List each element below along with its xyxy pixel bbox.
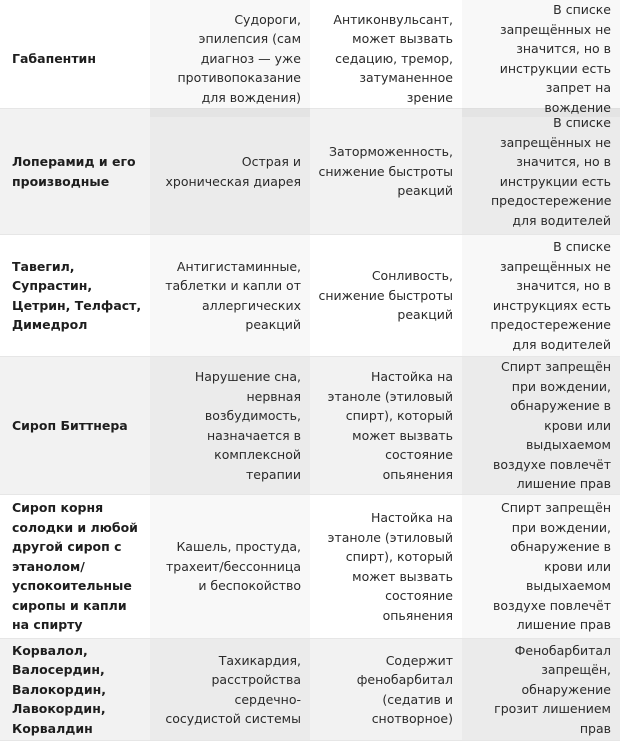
effect-cell: Содержит фенобарбитал (седатив и снотворное) [356,652,453,726]
drug-name: Тавегил, Супрастин, Цетрин, Телфаст, Димедрол [12,258,142,332]
effect-cell: Антиконвульсант, может вызвать седацию, тремор, затуманенное зрение [333,11,453,105]
status-cell: В списке запрещённых не значится, но в инструкции есть предостережение для водителей [462,109,620,234]
drug-name: Сироп корня солодки и любой другой сироп с этанолом/ успокоительные сиропы и капли на спирту [12,500,138,633]
indication-cell: Нарушение сна, нервная возбудимость, назначается в комплексной терапии [150,357,310,494]
drug-name: Лоперамид и его производные [12,154,136,189]
table-row [0,495,620,639]
drug-name: Корвалол, Валосердин, Валокордин, Лавокордин, Корвалдин [12,642,106,736]
indication-cell: Тахикардия, расстройства сердечно-сосудистой системы [150,639,310,740]
indication-cell: Судороги, эпилепсия (сам диагноз — уже противопоказание для вождения) [150,0,310,117]
drug-name: Габапентин [12,50,96,66]
effect-cell: Настойка на этаноле (этиловый спирт), который может вызвать состояние опьянения [327,510,453,623]
table-row [0,0,620,115]
table-row [0,109,620,235]
effect-cell: Заторможенность, снижение быстроты реакций [318,144,453,199]
status-cell: В списке запрещённых не значится, но в инструкциях есть предостережение для водителей [462,235,620,356]
effect-cell: Сонливость, снижение быстроты реакций [318,268,453,323]
indication-cell: Кашель, простуда, трахеит/бессонница и беспокойство [150,495,310,638]
indication-cell: Антигистаминные, таблетки и капли от аллергических реакций [150,235,310,356]
status-cell: В списке запрещённых не значится, но в инструкции есть запрет на вождение [462,0,620,117]
table-row [0,639,620,741]
status-cell: Спирт запрещён при вождении, обнаружение в крови или выдыхаемом воздухе повлечёт лишение прав [462,357,620,494]
drug-name: Сироп Биттнера [12,417,128,433]
effect-cell: Настойка на этаноле (этиловый спирт), который может вызвать состояние опьянения [327,369,453,482]
indication-cell: Острая и хроническая диарея [150,109,310,234]
table-row [0,357,620,495]
status-cell: Спирт запрещён при вождении, обнаружение в крови или выдыхаемом воздухе повлечёт лишение прав [462,495,620,638]
status-cell: Фенобарбитал запрещён, обнаружение грозит лишением прав [462,639,620,740]
table-row [0,235,620,357]
